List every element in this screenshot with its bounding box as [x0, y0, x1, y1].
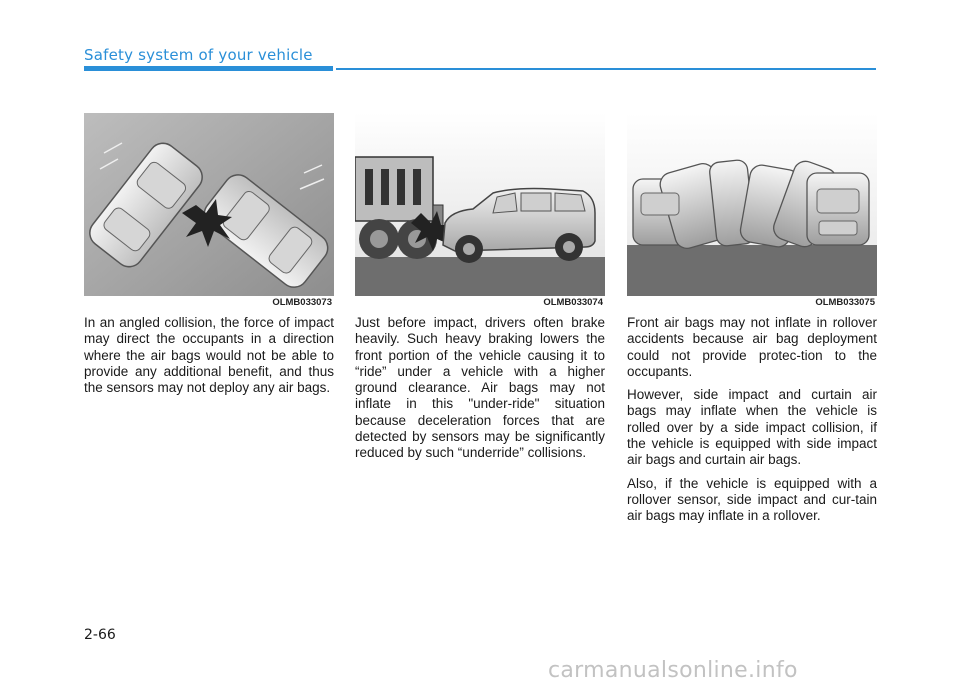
underride-illustration — [355, 113, 605, 309]
paragraph: Front air bags may not inflate in rollover accidents because air bag deployment could not provide protec-tion to the occupants. — [627, 315, 877, 379]
rollover-illustration — [627, 113, 877, 309]
column-angled-collision — [84, 113, 334, 396]
paragraph: However, side impact and curtain air bags may inflate when the vehicle is rolled over by a side impact collision, if the vehicle is equipped with side impact air bags and curtain air bags. — [627, 387, 877, 468]
header-title: Safety system of your vehicle — [84, 46, 313, 64]
angled-collision-illustration — [84, 113, 334, 309]
header-bar-thick — [84, 66, 333, 71]
image-code: OLMB033074 — [543, 297, 603, 308]
image-code: OLMB033075 — [815, 297, 875, 308]
column-rollover — [627, 113, 877, 525]
column-underride-collision — [355, 113, 605, 462]
page-number: 2-66 — [84, 627, 116, 643]
watermark: carmanualsonline.info — [548, 658, 798, 683]
image-code: OLMB033073 — [272, 297, 332, 308]
paragraph: Just before impact, drivers often brake heavily. Such heavy braking lowers the front portion of the vehicle causing it to “ride” under a vehicle with a higher ground clearance. Air bags may not inflate in this "under-ride" situation because deceleration forces that are detected by sensors may be significantly reduced by such “underride” collisions. — [355, 315, 605, 461]
header-bar-thin — [336, 68, 876, 70]
paragraph: Also, if the vehicle is equipped with a rollover sensor, side impact and cur-tain air bags may inflate in a rollover. — [627, 475, 877, 524]
paragraph: In an angled collision, the force of impact may direct the occupants in a direction where the air bags would not be able to provide any additional benefit, and thus the sensors may not deploy any air bags. — [84, 315, 334, 396]
